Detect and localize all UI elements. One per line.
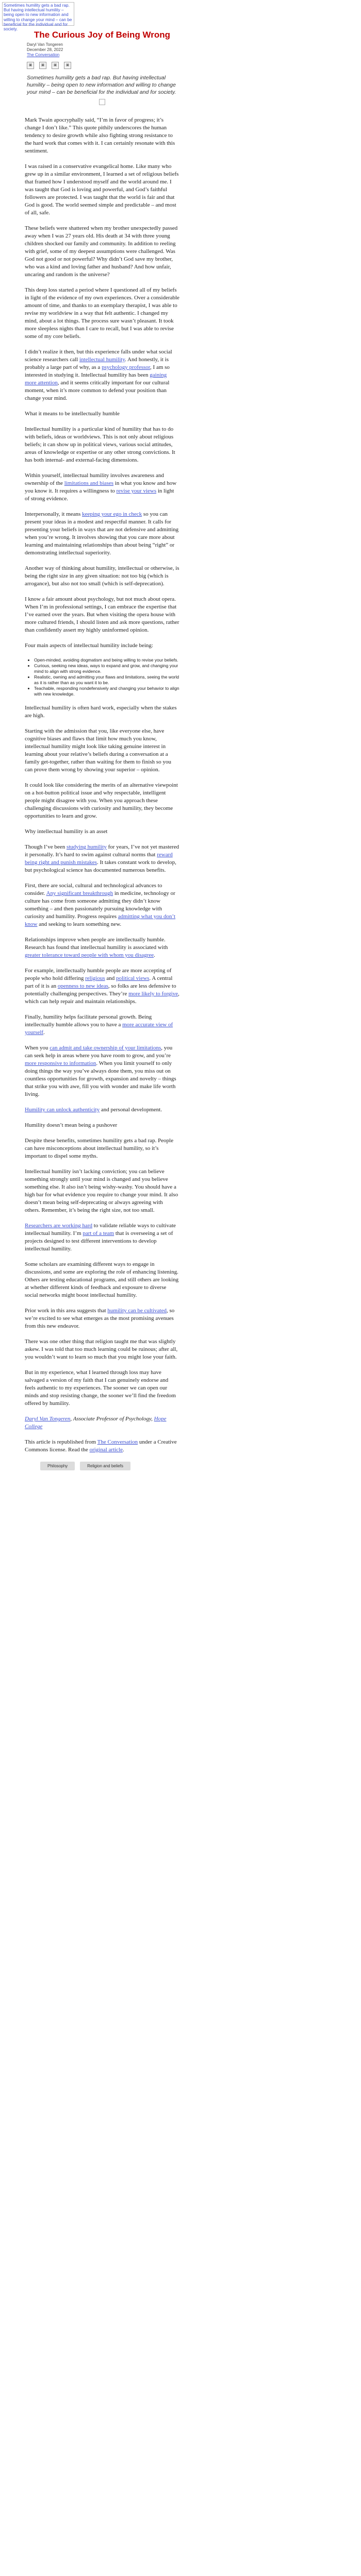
inline-link[interactable]: political views <box>116 975 150 981</box>
inline-link[interactable]: part of a team <box>83 1230 114 1236</box>
inline-link[interactable]: more accurate view of yourself <box>25 1022 173 1036</box>
list-item: • Teachable, responding nondefensively and changing your behavior to align with new knowledge. <box>34 686 179 697</box>
section-heading: What it means to be intellectually humble <box>25 411 120 417</box>
tag-philosophy[interactable]: Philosophy <box>40 1462 75 1470</box>
inline-link[interactable]: revise your views <box>116 488 157 494</box>
inline-link[interactable]: keeping your ego in check <box>82 511 142 517</box>
hero-image: Sometimes humility gets a bad rap. But having intellectual humility – being open to new information and willing to change your mind – can be beneficial for the individual and for society. <box>2 2 74 26</box>
paragraph: I know a fair amount about psychology, but not much about opera. When I’m in professional settings, I can embrace the expertise that I’ve earned over the years. But when visiting the opera house with more cultured friends, I should listen and ask more questions, rather than confidently assert my highly uninformed opinion. <box>25 596 179 633</box>
inline-link[interactable]: Humility can unlock authenticity <box>25 1107 100 1113</box>
list-item: • Realistic, owning and admitting your flaws and limitations, seeing the world as it is rather than as you want it to be. <box>34 674 179 686</box>
paragraph: First, there are social, cultural and technological advances to consider. Any significant breakthrough in medicine, technology or culture has come from someone admitting they didn’t know something – and then passionately pursuing knowledge with curiosity and humility. Progress requires admitting what you don’t know and seeking to learn something new. <box>25 883 176 927</box>
inline-link[interactable]: greater tolerance toward people with whom you disagree <box>25 952 154 958</box>
paragraph: Finally, humility helps facilitate personal growth. Being intellectually humble allows you to have a more accurate view of yourself. <box>25 1014 173 1036</box>
list-item: • Curious, seeking new ideas, ways to expand and grow, and changing your mind to align with strong evidence. <box>34 663 179 674</box>
inline-link[interactable]: reward being right and punish mistakes <box>25 852 173 866</box>
author-link[interactable]: Daryl Van Tongeren <box>25 1416 71 1422</box>
share-icon[interactable]: ▣ <box>52 62 59 69</box>
paragraph: It could look like considering the merits of an alternative viewpoint on a hot-button political issue and why respectable, intelligent people might disagree with you. When you approach these challenging discussions with curiosity and humility, they become opportunities to learn and grow. <box>25 782 178 819</box>
article-title: The Curious Joy of Being Wrong <box>34 30 171 40</box>
inline-link[interactable]: more likely to forgive <box>128 991 178 997</box>
paragraph: Interpersonally, it means keeping your ego in check so you can present your ideas in a modest and respectful manner. It calls for presenting your beliefs in ways that are not defensive and admitting when you’re wrong. It involves showing that you care more about learning and maintaining relationships than about being “right” or demonstrating intellectual superiority. <box>25 511 179 556</box>
paragraph: Some scholars are examining different ways to engage in discussions, and some are exploring the role of enhancing listening. Others are testing educational programs, and still others are looking at whether different kinds of feedback and exposure to diverse social networks might boost intellectual humility. <box>25 1261 179 1298</box>
article-intro: Sometimes humility gets a bad rap. But having intellectual humility – being open to new information and willing to change your mind – can be beneficial for the individual and for society. <box>27 75 176 95</box>
share-buttons <box>27 62 179 69</box>
article-content <box>25 30 179 1482</box>
paragraph: Humility can unlock authenticity and personal development. <box>25 1107 162 1113</box>
topic-tags <box>40 1462 179 1470</box>
paragraph: Intellectual humility is a particular kind of humility that has to do with beliefs, ideas or worldviews. This is not only about religious beliefs; it can show up in political views, various social attitudes, areas of knowledge or expertise or any other strong convictions. It has both internal- and external-facing dimensions. <box>25 426 175 463</box>
paragraph: Within yourself, intellectual humility involves awareness and ownership of the limitations and biases in what you know and how you know it. It requires a willingness to revise your views in light of strong evidence. <box>25 472 177 502</box>
share-icon[interactable]: ▣ <box>39 62 46 69</box>
article-author: Daryl Van Tongeren <box>27 42 63 47</box>
paragraph: When you can admit and take ownership of your limitations, you can seek help in areas where you have room to grow, and you’re more responsive to information. When you limit yourself to only doing things the way you’ve always done them, you miss out on countless opportunities for growth, expansion and novelty – things that strike you with awe, fill you with wonder and make life worth living. <box>25 1045 176 1097</box>
inline-link[interactable]: admitting what you don’t know <box>25 913 176 927</box>
inline-link[interactable]: intellectual humility <box>79 357 125 363</box>
inline-link[interactable]: gaining more attention <box>25 372 167 386</box>
inline-link[interactable]: limitations and biases <box>64 480 114 486</box>
paragraph: Starting with the admission that you, like everyone else, have cognitive biases and flaws that limit how much you know, intellectual humility might look like taking genuine interest in learning about your relative’s beliefs during a conversation at a family get-together, rather than waiting for them to finish so you can prove them wrong by showing your superior – opinion. <box>25 728 171 773</box>
paragraph: These beliefs were shattered when my brother unexpectedly passed away when I was 27 years old. His death at 34 with three young children shocked our family and community. In addition to reeling with grief, some of my deepest assumptions were challenged. Was God not good or not powerful? Why didn’t God save my brother, who was a kind and loving father and husband? And how unfair, uncaring and random is the universe? <box>25 225 178 278</box>
paragraph: But in my experience, what I learned through loss may have salvaged a version of my faith that I can genuinely endorse and feels authentic to my experiences. The sooner we can open our minds and stop resisting change, the sooner we’ll find the freedom offered by humility. <box>25 1369 176 1406</box>
paragraph: Another way of thinking about humility, intellectual or otherwise, is being the right size in any given situation: not too big (which is arrogance), but also not too small (which is self-deprecation). <box>25 565 179 587</box>
inline-link[interactable]: more responsive to information <box>25 1060 96 1066</box>
section-heading: Why intellectual humility is an asset <box>25 828 108 835</box>
share-icon[interactable]: ▣ <box>27 62 34 69</box>
inline-link[interactable]: psychology professor <box>102 364 151 370</box>
paragraph: Intellectual humility is often hard work, especially when the stakes are high. <box>25 705 177 719</box>
original-article-link[interactable]: original article <box>89 1447 123 1453</box>
paragraph: Despite these benefits, sometimes humility gets a bad rap. People can have misconceptions about intellectual humility, so it’s important to dispel some myths. <box>25 1138 174 1159</box>
inline-link[interactable]: studying humility <box>66 844 107 850</box>
author-byline: Daryl Van Tongeren, Associate Professor of Psychology, Hope College <box>25 1416 167 1430</box>
section-heading: Humility doesn’t mean being a pushover <box>25 1122 118 1128</box>
paragraph: Prior work in this area suggests that humility can be cultivated, so we’re excited to see what emerges as the most promising avenues from this new endeavor. <box>25 1308 175 1329</box>
paragraph: I didn’t realize it then, but this experience falls under what social science researchers call intellectual humility. And honestly, it is probably a large part of why, as a psychology professor, I am so interested in studying it. Intellectual humility has been gaining more attention, and it seems critically important for our cultural moment, when it’s more common to defend your position than change your mind. <box>25 349 172 401</box>
institution-link[interactable]: Hope College <box>25 1416 167 1430</box>
paragraph: Intellectual humility isn’t lacking conviction; you can believe something strongly until your mind is changed and you believe something else. It also isn’t being wishy-washy. You should have a high bar for what evidence you require to change your mind. It also doesn’t mean being self-deprecating or always agreeing with others. Remember, it’s being the right size, not too small. <box>25 1168 178 1213</box>
paragraph: There was one other thing that religion taught me that was slightly askew. I was told that too much learning could be ruinous; after all, you wouldn’t want to learn so much that you might lose your faith. <box>25 1338 178 1360</box>
inline-link[interactable]: openness to new ideas <box>57 983 108 989</box>
inline-link[interactable]: can admit and take ownership of your limitations <box>50 1045 161 1051</box>
paragraph: Relationships improve when people are intellectually humble. Research has found that intellectual humility is associated with greater tolerance toward people with whom you disagree. <box>25 937 168 958</box>
paragraph: Though I’ve been studying humility for years, I’ve not yet mastered it personally. It’s hard to swim against cultural norms that reward being right and punish mistakes. It takes constant work to develop, but psychological science has documented numerous benefits. <box>25 844 179 873</box>
tag-religion[interactable]: Religion and beliefs <box>80 1462 130 1470</box>
inline-link[interactable]: humility can be cultivated <box>107 1308 167 1314</box>
paragraph: Researchers are working hard to validate reliable ways to cultivate intellectual humility. I’m part of a team that is overseeing a set of projects designed to test different interventions to develop intellectual humility. <box>25 1223 176 1252</box>
inline-link[interactable]: Any significant breakthrough <box>46 890 113 896</box>
paragraph: Four main aspects of intellectual humility include being: <box>25 642 153 649</box>
inline-link[interactable]: religious <box>85 975 105 981</box>
publisher-link[interactable]: The Conversation <box>27 53 60 57</box>
article-date: December 28, 2022 <box>27 47 63 52</box>
inline-link[interactable]: The Conversation <box>97 1439 138 1445</box>
aspects-list <box>25 657 179 697</box>
paragraph: For example, intellectually humble people are more accepting of people who hold differing religious and political views. A central part of it is an openness to new ideas, so folks are less defensive to potentially challenging perspectives. They’re more likely to forgive, which can help repair and maintain relationships. <box>25 968 179 1005</box>
paragraph: This deep loss started a period where I questioned all of my beliefs in light of the evidence of my own experiences. Over a considerable amount of time, and thanks to an exemplary therapist, I was able to revise my worldview in a way that felt authentic. I changed my mind, about a lot things. The process sure wasn’t pleasant. It took more sleepless nights than I care to recall, but I was able to revise some of my core beliefs. <box>25 287 179 340</box>
paragraph: I was raised in a conservative evangelical home. Like many who grew up in a similar environment, I learned a set of religious beliefs that framed how I understood myself and the world around me. I was taught that God is loving and powerful, and God’s faithful followers are protected. I was taught that the world is fair and that God is good. The world seemed simple and predictable – and most of all, safe. <box>25 163 179 216</box>
image-placeholder-icon <box>99 99 105 105</box>
republish-notice: This article is republished from The Conversation under a Creative Commons license. Read the original article. <box>25 1439 177 1453</box>
share-icon[interactable]: ▣ <box>64 62 71 69</box>
inline-link[interactable]: Researchers are working hard <box>25 1223 93 1229</box>
list-item: • Open-minded, avoiding dogmatism and being willing to revise your beliefs. <box>34 657 179 663</box>
paragraph: Mark Twain apocryphally said, “I’m in favor of progress; it’s change I don’t like.” This quote pithily underscores the human tendency to desire growth while also fighting strong resistance to the hard work that comes with it. I can certainly resonate with this sentiment. <box>25 117 175 154</box>
